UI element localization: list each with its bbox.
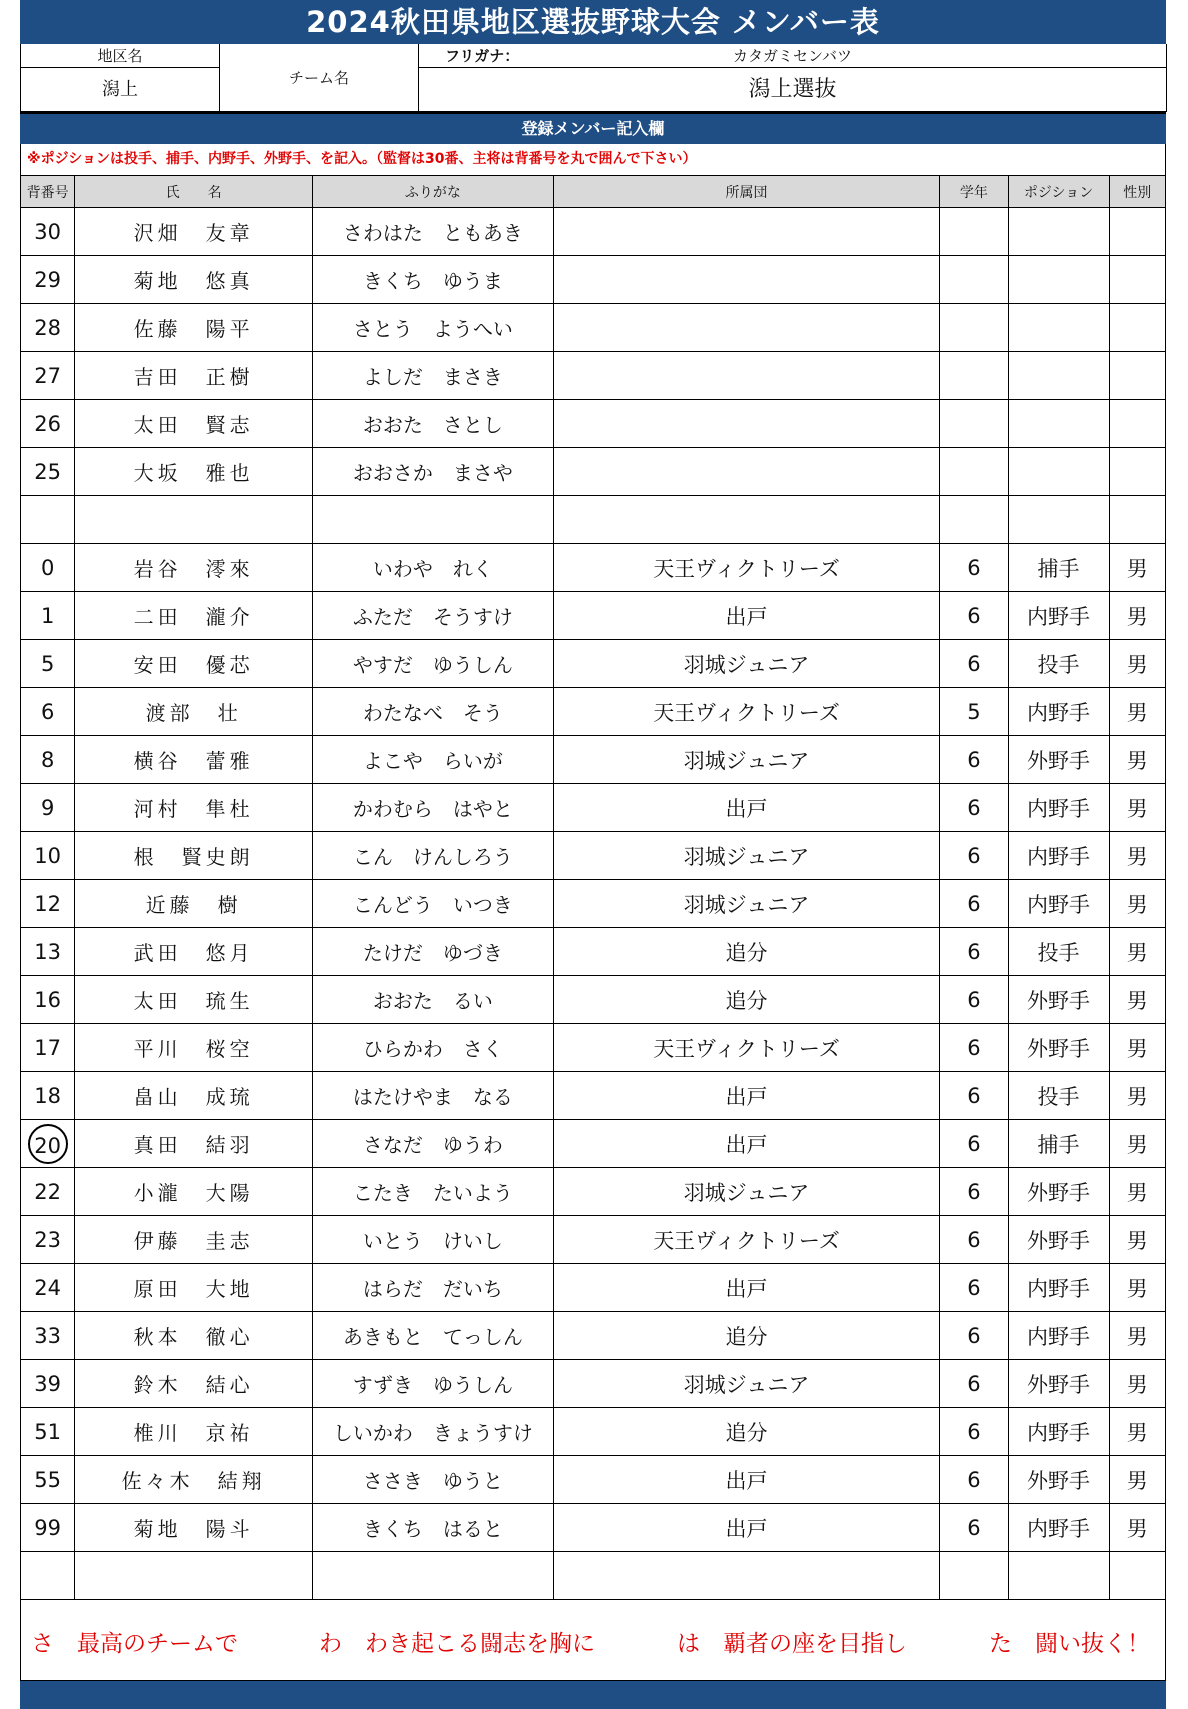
cell-name[interactable]: [75, 1552, 313, 1600]
cell-grade[interactable]: 6: [940, 880, 1008, 928]
cell-sex[interactable]: 男: [1109, 640, 1166, 688]
cell-name[interactable]: 横谷 蕾雅: [75, 736, 313, 784]
table-header-row: [21, 176, 1166, 208]
cell-furigana[interactable]: はらだ だいち: [312, 1264, 553, 1312]
cell-number[interactable]: 39: [21, 1360, 75, 1408]
cell-sex[interactable]: 男: [1109, 1408, 1166, 1456]
cell-team[interactable]: 出戸: [553, 1504, 939, 1552]
header-number: 背番号: [21, 176, 75, 208]
cell-team[interactable]: 羽城ジュニア: [553, 832, 939, 880]
cell-team[interactable]: 出戸: [553, 1264, 939, 1312]
cell-position[interactable]: 投手: [1008, 640, 1109, 688]
table-row: [21, 256, 1166, 304]
cell-furigana[interactable]: はたけやま なる: [312, 1072, 553, 1120]
cell-furigana[interactable]: ささき ゆうと: [312, 1456, 553, 1504]
cell-position[interactable]: 内野手: [1008, 1504, 1109, 1552]
cell-name[interactable]: 佐藤 陽平: [75, 304, 313, 352]
cell-furigana[interactable]: おおた さとし: [312, 400, 553, 448]
cell-number[interactable]: 51: [21, 1408, 75, 1456]
cell-team[interactable]: 羽城ジュニア: [553, 640, 939, 688]
cell-furigana[interactable]: きくち はると: [312, 1504, 553, 1552]
cell-grade[interactable]: 6: [940, 1456, 1008, 1504]
cell-team[interactable]: 出戸: [553, 1456, 939, 1504]
cell-number[interactable]: 16: [21, 976, 75, 1024]
cell-grade[interactable]: 6: [940, 928, 1008, 976]
cell-sex[interactable]: [1109, 400, 1166, 448]
cell-furigana[interactable]: たけだ ゆづき: [312, 928, 553, 976]
cell-name[interactable]: 太田 琉生: [75, 976, 313, 1024]
cell-team[interactable]: 出戸: [553, 1072, 939, 1120]
slogan-line-3: は 覇者の座を目指し: [677, 1631, 907, 1657]
cell-name[interactable]: 武田 悠月: [75, 928, 313, 976]
header-grade: 学年: [940, 176, 1008, 208]
cell-furigana[interactable]: すずき ゆうしん: [312, 1360, 553, 1408]
table-row: [21, 304, 1166, 352]
cell-sex[interactable]: 男: [1109, 1264, 1166, 1312]
cell-grade[interactable]: 6: [940, 1216, 1008, 1264]
team-name-value[interactable]: 潟上選抜: [419, 68, 1167, 112]
cell-number[interactable]: 99: [21, 1504, 75, 1552]
furigana-label: フリガナ：: [445, 47, 520, 65]
cell-grade[interactable]: 6: [940, 592, 1008, 640]
table-row: [21, 352, 1166, 400]
cell-grade[interactable]: 6: [940, 1360, 1008, 1408]
cell-name[interactable]: 菊地 悠真: [75, 256, 313, 304]
cell-name[interactable]: 二田 瀧介: [75, 592, 313, 640]
cell-sex[interactable]: [1109, 448, 1166, 496]
cell-position[interactable]: 内野手: [1008, 1264, 1109, 1312]
slogan-line-2: わ わき起こる闘志を胸に: [319, 1631, 595, 1657]
cell-name[interactable]: 根 賢史朗: [75, 832, 313, 880]
cell-grade[interactable]: [940, 208, 1008, 256]
cell-sex[interactable]: [1109, 304, 1166, 352]
cell-sex[interactable]: 男: [1109, 1024, 1166, 1072]
table-row: [21, 1168, 1166, 1216]
cell-name[interactable]: 佐々木 結翔: [75, 1456, 313, 1504]
cell-position[interactable]: 内野手: [1008, 832, 1109, 880]
cell-name[interactable]: 伊藤 圭志: [75, 1216, 313, 1264]
cell-number[interactable]: 0: [21, 544, 75, 592]
cell-position[interactable]: 捕手: [1008, 544, 1109, 592]
cell-number[interactable]: 8: [21, 736, 75, 784]
cell-name[interactable]: 大坂 雅也: [75, 448, 313, 496]
cell-number[interactable]: 17: [21, 1024, 75, 1072]
cell-sex[interactable]: 男: [1109, 1504, 1166, 1552]
team-label: チーム名: [220, 44, 419, 112]
slogan-line-4: た 闘い抜く！: [989, 1631, 1150, 1657]
cell-position[interactable]: 投手: [1008, 1072, 1109, 1120]
cell-name[interactable]: 鈴木 結心: [75, 1360, 313, 1408]
cell-position[interactable]: 外野手: [1008, 1360, 1109, 1408]
cell-furigana[interactable]: [312, 1552, 553, 1600]
cell-furigana[interactable]: よしだ まさき: [312, 352, 553, 400]
cell-furigana[interactable]: おおさか まさや: [312, 448, 553, 496]
cell-sex[interactable]: 男: [1109, 544, 1166, 592]
cell-grade[interactable]: [940, 448, 1008, 496]
cell-name[interactable]: 菊地 陽斗: [75, 1504, 313, 1552]
cell-number[interactable]: [21, 1552, 75, 1600]
cell-number[interactable]: 6: [21, 688, 75, 736]
cell-team[interactable]: [553, 400, 939, 448]
cell-number[interactable]: 10: [21, 832, 75, 880]
cell-team[interactable]: 天王ヴィクトリーズ: [553, 688, 939, 736]
cell-furigana[interactable]: こたき たいよう: [312, 1168, 553, 1216]
cell-furigana[interactable]: いわや れく: [312, 544, 553, 592]
cell-grade[interactable]: 5: [940, 688, 1008, 736]
cell-grade[interactable]: 6: [940, 1312, 1008, 1360]
table-row: [21, 736, 1166, 784]
page-title: 2024秋田県地区選抜野球大会 メンバー表: [20, 0, 1166, 44]
cell-position[interactable]: 外野手: [1008, 736, 1109, 784]
cell-number[interactable]: 28: [21, 304, 75, 352]
table-row: [21, 784, 1166, 832]
cell-sex[interactable]: 男: [1109, 736, 1166, 784]
cell-number[interactable]: [21, 1120, 75, 1168]
cell-team[interactable]: 天王ヴィクトリーズ: [553, 1024, 939, 1072]
cell-furigana[interactable]: [312, 496, 553, 544]
cell-position[interactable]: 外野手: [1008, 1456, 1109, 1504]
cell-furigana[interactable]: こんどう いつき: [312, 880, 553, 928]
cell-team[interactable]: [553, 256, 939, 304]
cell-number[interactable]: 33: [21, 1312, 75, 1360]
table-row: [21, 832, 1166, 880]
cell-name[interactable]: 河村 隼杜: [75, 784, 313, 832]
cell-furigana[interactable]: やすだ ゆうしん: [312, 640, 553, 688]
cell-team[interactable]: [553, 208, 939, 256]
cell-grade[interactable]: 6: [940, 1120, 1008, 1168]
cell-number[interactable]: 9: [21, 784, 75, 832]
table-row: [21, 448, 1166, 496]
header-position: ポジション: [1008, 176, 1109, 208]
cell-furigana[interactable]: さなだ ゆうわ: [312, 1120, 553, 1168]
cell-name[interactable]: 安田 優芯: [75, 640, 313, 688]
cell-grade[interactable]: 6: [940, 1072, 1008, 1120]
header-name: 氏 名: [75, 176, 313, 208]
cell-grade[interactable]: [940, 496, 1008, 544]
cell-name[interactable]: 岩谷 澪來: [75, 544, 313, 592]
cell-team[interactable]: 羽城ジュニア: [553, 880, 939, 928]
cell-sex[interactable]: 男: [1109, 784, 1166, 832]
cell-grade[interactable]: 6: [940, 1408, 1008, 1456]
cell-furigana[interactable]: きくち ゆうま: [312, 256, 553, 304]
table-row: [21, 1120, 1166, 1168]
cell-team[interactable]: 出戸: [553, 592, 939, 640]
cell-sex[interactable]: 男: [1109, 688, 1166, 736]
cell-number[interactable]: 12: [21, 880, 75, 928]
cell-position[interactable]: [1008, 352, 1109, 400]
cell-furigana[interactable]: さとう ようへい: [312, 304, 553, 352]
section-title: 登録メンバー記入欄: [20, 112, 1166, 144]
cell-number[interactable]: 18: [21, 1072, 75, 1120]
cell-grade[interactable]: 6: [940, 784, 1008, 832]
cell-position[interactable]: 投手: [1008, 928, 1109, 976]
cell-team[interactable]: 羽城ジュニア: [553, 1360, 939, 1408]
cell-position[interactable]: 内野手: [1008, 1312, 1109, 1360]
cell-team[interactable]: 追分: [553, 928, 939, 976]
cell-position[interactable]: [1008, 448, 1109, 496]
table-row: [21, 496, 1166, 544]
cell-sex[interactable]: 男: [1109, 1072, 1166, 1120]
cell-grade[interactable]: [940, 304, 1008, 352]
cell-number[interactable]: 23: [21, 1216, 75, 1264]
cell-number[interactable]: 27: [21, 352, 75, 400]
cell-position[interactable]: 内野手: [1008, 688, 1109, 736]
cell-furigana[interactable]: ふただ そうすけ: [312, 592, 553, 640]
cell-number[interactable]: 13: [21, 928, 75, 976]
cell-furigana[interactable]: いとう けいし: [312, 1216, 553, 1264]
table-row: [21, 1264, 1166, 1312]
cell-number[interactable]: 1: [21, 592, 75, 640]
cell-furigana[interactable]: よこや らいが: [312, 736, 553, 784]
footer-bar: [20, 1681, 1166, 1709]
cell-grade[interactable]: 6: [940, 640, 1008, 688]
table-row: [21, 1408, 1166, 1456]
cell-team[interactable]: [553, 448, 939, 496]
cell-number[interactable]: 22: [21, 1168, 75, 1216]
cell-name[interactable]: 太田 賢志: [75, 400, 313, 448]
cell-furigana[interactable]: おおた るい: [312, 976, 553, 1024]
instruction-note: ※ポジションは投手、捕手、内野手、外野手、を記入。（監督は30番、主将は背番号を丸で囲んで下さい）: [20, 144, 1166, 175]
table-row: [21, 880, 1166, 928]
cell-sex[interactable]: [1109, 1552, 1166, 1600]
cell-sex[interactable]: 男: [1109, 928, 1166, 976]
cell-name[interactable]: 近藤 樹: [75, 880, 313, 928]
cell-sex[interactable]: 男: [1109, 1168, 1166, 1216]
cell-furigana[interactable]: あきもと てっしん: [312, 1312, 553, 1360]
cell-position[interactable]: 内野手: [1008, 880, 1109, 928]
cell-team[interactable]: 追分: [553, 1312, 939, 1360]
cell-team[interactable]: 天王ヴィクトリーズ: [553, 544, 939, 592]
table-row: [21, 1024, 1166, 1072]
cell-team[interactable]: 羽城ジュニア: [553, 1168, 939, 1216]
cell-number[interactable]: 30: [21, 208, 75, 256]
cell-name[interactable]: 原田 大地: [75, 1264, 313, 1312]
slogan: [20, 1600, 1166, 1681]
cell-number[interactable]: 24: [21, 1264, 75, 1312]
table-row: [21, 592, 1166, 640]
cell-name[interactable]: 吉田 正樹: [75, 352, 313, 400]
district-label: 地区名: [21, 44, 220, 68]
cell-sex[interactable]: 男: [1109, 1360, 1166, 1408]
cell-name[interactable]: 平川 桜空: [75, 1024, 313, 1072]
cell-name[interactable]: 畠山 成琉: [75, 1072, 313, 1120]
member-sheet: [20, 0, 1166, 1709]
table-row: [21, 1552, 1166, 1600]
table-row: [21, 928, 1166, 976]
cell-sex[interactable]: 男: [1109, 592, 1166, 640]
cell-name[interactable]: 渡部 壮: [75, 688, 313, 736]
cell-team[interactable]: [553, 304, 939, 352]
cell-position[interactable]: 外野手: [1008, 1168, 1109, 1216]
cell-grade[interactable]: 6: [940, 544, 1008, 592]
cell-sex[interactable]: [1109, 256, 1166, 304]
table-row: [21, 1312, 1166, 1360]
cell-name[interactable]: 秋本 徹心: [75, 1312, 313, 1360]
cell-team[interactable]: 出戸: [553, 1120, 939, 1168]
table-row: [21, 400, 1166, 448]
team-info: [20, 44, 1166, 112]
cell-grade[interactable]: 6: [940, 1504, 1008, 1552]
cell-grade[interactable]: 6: [940, 976, 1008, 1024]
cell-position[interactable]: 内野手: [1008, 1408, 1109, 1456]
cell-grade[interactable]: [940, 352, 1008, 400]
cell-number[interactable]: 5: [21, 640, 75, 688]
cell-name[interactable]: 沢畑 友章: [75, 208, 313, 256]
cell-grade[interactable]: 6: [940, 1024, 1008, 1072]
table-row: [21, 976, 1166, 1024]
cell-position[interactable]: 外野手: [1008, 1216, 1109, 1264]
cell-grade[interactable]: 6: [940, 1264, 1008, 1312]
cell-grade[interactable]: 6: [940, 1168, 1008, 1216]
member-rows: [21, 208, 1166, 1600]
table-row: [21, 544, 1166, 592]
table-row: [21, 208, 1166, 256]
cell-sex[interactable]: [1109, 496, 1166, 544]
cell-position[interactable]: 内野手: [1008, 592, 1109, 640]
cell-grade[interactable]: [940, 1552, 1008, 1600]
cell-sex[interactable]: 男: [1109, 976, 1166, 1024]
cell-sex[interactable]: 男: [1109, 1216, 1166, 1264]
cell-furigana[interactable]: しいかわ きょうすけ: [312, 1408, 553, 1456]
cell-number[interactable]: 55: [21, 1456, 75, 1504]
cell-position[interactable]: [1008, 304, 1109, 352]
cell-team[interactable]: [553, 496, 939, 544]
cell-team[interactable]: 天王ヴィクトリーズ: [553, 1216, 939, 1264]
cell-number[interactable]: 29: [21, 256, 75, 304]
cell-position[interactable]: [1008, 208, 1109, 256]
cell-grade[interactable]: 6: [940, 736, 1008, 784]
cell-position[interactable]: [1008, 496, 1109, 544]
cell-position[interactable]: 外野手: [1008, 1024, 1109, 1072]
cell-furigana[interactable]: こん けんしろう: [312, 832, 553, 880]
cell-name[interactable]: [75, 496, 313, 544]
slogan-line-1: さ 最高のチームで: [31, 1631, 238, 1657]
table-row: [21, 1360, 1166, 1408]
cell-number[interactable]: [21, 496, 75, 544]
cell-sex[interactable]: 男: [1109, 880, 1166, 928]
cell-number[interactable]: 26: [21, 400, 75, 448]
cell-name[interactable]: 小瀧 大陽: [75, 1168, 313, 1216]
header-furigana: ふりがな: [312, 176, 553, 208]
cell-team[interactable]: [553, 352, 939, 400]
table-row: [21, 1072, 1166, 1120]
cell-team[interactable]: 羽城ジュニア: [553, 736, 939, 784]
member-table: [20, 175, 1166, 1600]
table-row: [21, 1456, 1166, 1504]
header-sex: 性別: [1109, 176, 1166, 208]
table-row: [21, 1216, 1166, 1264]
captain-number-circle: 20: [28, 1124, 68, 1164]
cell-team[interactable]: [553, 1552, 939, 1600]
cell-position[interactable]: 内野手: [1008, 784, 1109, 832]
furigana-field[interactable]: [419, 44, 1167, 68]
cell-grade[interactable]: [940, 256, 1008, 304]
table-row: [21, 640, 1166, 688]
cell-sex[interactable]: [1109, 352, 1166, 400]
cell-team[interactable]: 追分: [553, 976, 939, 1024]
cell-furigana[interactable]: かわむら はやと: [312, 784, 553, 832]
cell-furigana[interactable]: ひらかわ さく: [312, 1024, 553, 1072]
cell-number[interactable]: 25: [21, 448, 75, 496]
cell-furigana[interactable]: わたなべ そう: [312, 688, 553, 736]
cell-grade[interactable]: [940, 400, 1008, 448]
cell-position[interactable]: 外野手: [1008, 976, 1109, 1024]
cell-name[interactable]: 真田 結羽: [75, 1120, 313, 1168]
cell-sex[interactable]: 男: [1109, 1456, 1166, 1504]
cell-sex[interactable]: [1109, 208, 1166, 256]
cell-team[interactable]: 追分: [553, 1408, 939, 1456]
cell-grade[interactable]: 6: [940, 832, 1008, 880]
cell-position[interactable]: 捕手: [1008, 1120, 1109, 1168]
cell-furigana[interactable]: さわはた ともあき: [312, 208, 553, 256]
cell-team[interactable]: 出戸: [553, 784, 939, 832]
table-row: [21, 1504, 1166, 1552]
header-team: 所属団: [553, 176, 939, 208]
cell-name[interactable]: 椎川 京祐: [75, 1408, 313, 1456]
cell-sex[interactable]: 男: [1109, 832, 1166, 880]
cell-position[interactable]: [1008, 1552, 1109, 1600]
furigana-value: カタガミセンバツ: [733, 47, 852, 65]
cell-position[interactable]: [1008, 400, 1109, 448]
table-row: [21, 688, 1166, 736]
district-value[interactable]: 潟上: [21, 68, 220, 112]
cell-position[interactable]: [1008, 256, 1109, 304]
cell-sex[interactable]: 男: [1109, 1120, 1166, 1168]
cell-sex[interactable]: 男: [1109, 1312, 1166, 1360]
